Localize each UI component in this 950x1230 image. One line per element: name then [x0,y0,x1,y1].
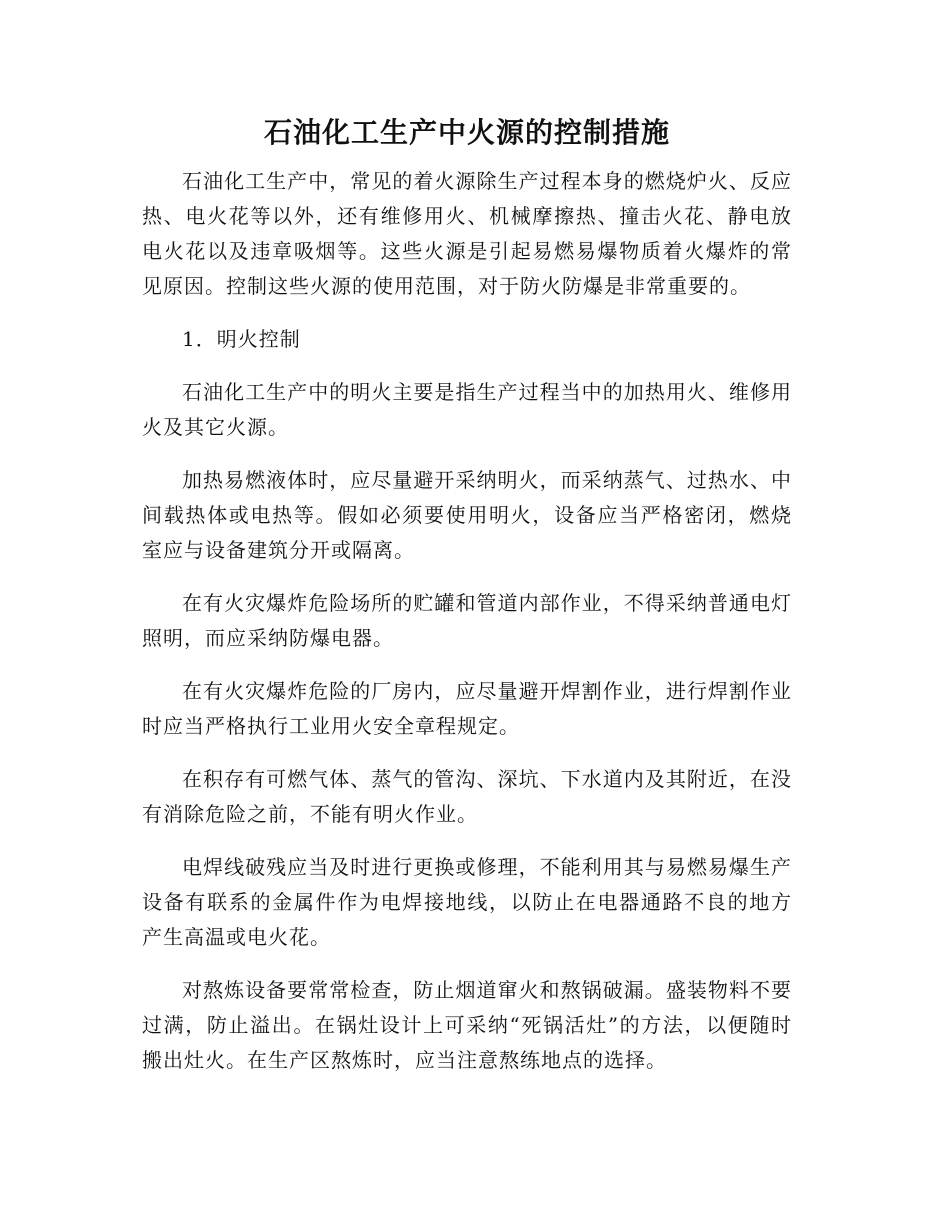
document-body [142,108,792,1096]
paragraph-tank-lighting: 在有火灾爆炸危险场所的贮罐和管道内部作业，不得采纳普通电灯照明，而应采纳防爆电器。 [142,591,792,650]
paragraph-welding-cable: 电焊线破残应当及时进行更换或修理，不能利用其与易燃易爆生产设备有联系的金属件作为电焊接地线，以防止在电器通路不良的地方产生高温或电火花。 [142,855,792,949]
paragraph-welding-in-plant: 在有火灾爆炸危险的厂房内，应尽量避开焊割作业，进行焊割作业时应当严格执行工业用火安全章程规定。 [142,679,792,738]
paragraph-smelting-equipment: 对熬炼设备要常常检查，防止烟道窜火和熬锅破漏。盛装物料不要过满，防止溢出。在锅灶设计上可采纳“死锅活灶”的方法，以便随时搬出灶火。在生产区熬炼时，应当注意熬练地点的选择。 [142,978,792,1072]
intro-paragraph: 石油化工生产中，常见的着火源除生产过程本身的燃烧炉火、反应热、电火花等以外，还有维修用火、机械摩擦热、撞击火花、静电放电火花以及违章吸烟等。这些火源是引起易燃易爆物质着火爆炸的常见原因。控制这些火源的使用范围，对于防火防爆是非常重要的。 [142,169,792,298]
paragraph-trench-sewer: 在积存有可燃气体、蒸气的管沟、深坑、下水道内及其附近，在没有消除危险之前，不能有明火作业。 [142,767,792,826]
section-heading-open-flame-control: 1．明火控制 [182,327,301,351]
paragraph-heating-liquids: 加热易燃液体时，应尽量避开采纳明火，而采纳蒸气、过热水、中间载热体或电热等。假如必须要使用明火，设备应当严格密闭，燃烧室应与设备建筑分开或隔离。 [142,468,792,562]
document-title: 石油化工生产中火源的控制措施 [263,116,670,149]
paragraph-open-flame-definition: 石油化工生产中的明火主要是指生产过程当中的加热用火、维修用火及其它火源。 [142,380,792,439]
